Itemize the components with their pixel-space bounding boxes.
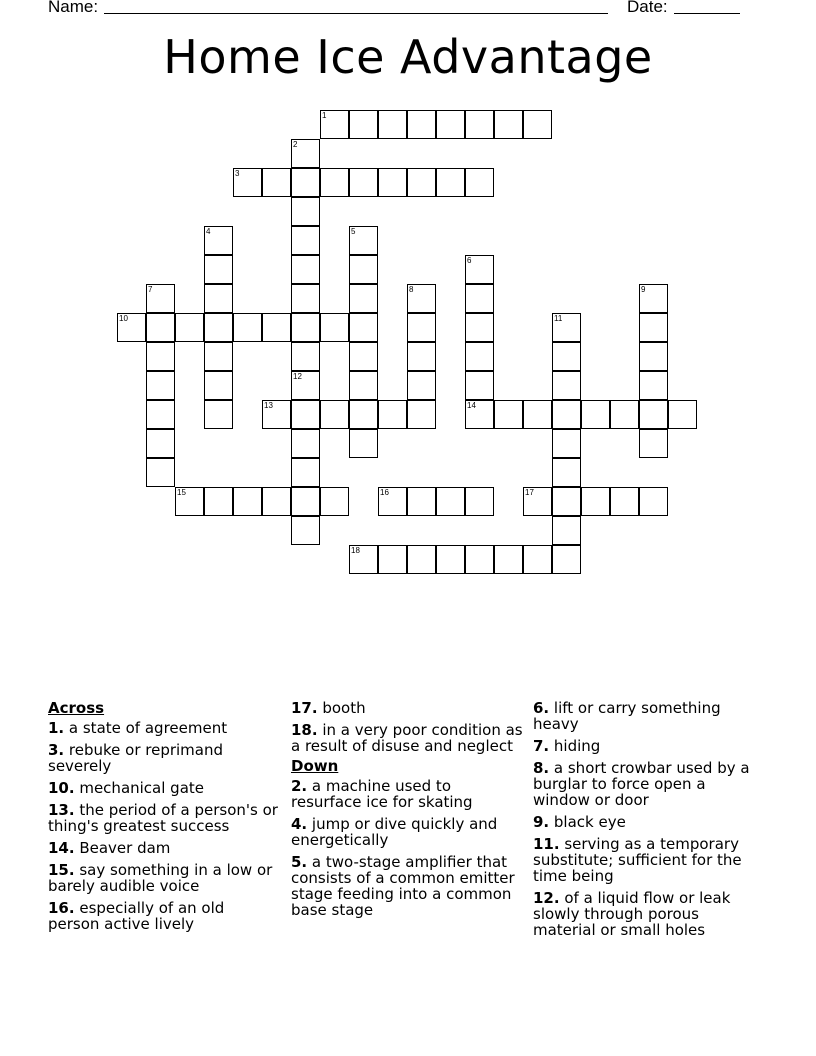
grid-cell[interactable] [146, 429, 175, 458]
name-field[interactable] [104, 13, 608, 14]
clue-item-text: a two-stage amplifier that consists of a common emitter stage feeding into a common base stage [291, 853, 515, 919]
grid-cell[interactable] [291, 371, 320, 400]
grid-cell[interactable] [552, 371, 581, 400]
down-clue-list-continued [533, 700, 765, 938]
clue-item-number: 16. [48, 899, 75, 917]
clue-item [291, 854, 523, 918]
grid-cell[interactable] [407, 284, 436, 313]
clue-item-number: 6. [533, 699, 550, 717]
grid-cell[interactable] [639, 400, 668, 429]
grid-cell[interactable] [349, 284, 378, 313]
grid-cell[interactable] [436, 545, 465, 574]
down-clue-list [291, 778, 523, 918]
grid-cell[interactable] [204, 255, 233, 284]
grid-cell[interactable] [407, 400, 436, 429]
grid-cell[interactable] [523, 400, 552, 429]
grid-cell[interactable] [465, 371, 494, 400]
clue-item-number: 14. [48, 839, 75, 857]
clue-item-number: 12. [533, 889, 560, 907]
clue-number: 14 [467, 401, 476, 410]
grid-cell[interactable] [262, 168, 291, 197]
across-clue-list-continued [291, 700, 523, 754]
clue-item [48, 900, 280, 932]
grid-cell[interactable] [610, 487, 639, 516]
grid-cell[interactable] [204, 226, 233, 255]
clue-item [48, 802, 280, 834]
grid-cell[interactable] [291, 197, 320, 226]
clue-item [533, 836, 765, 884]
date-field[interactable] [674, 13, 740, 14]
grid-cell[interactable] [146, 342, 175, 371]
clue-item-number: 8. [533, 759, 550, 777]
clue-item [533, 814, 765, 830]
grid-cell[interactable] [639, 342, 668, 371]
grid-cell[interactable] [175, 313, 204, 342]
clue-number: 5 [351, 227, 356, 236]
grid-cell[interactable] [407, 168, 436, 197]
grid-cell[interactable] [581, 487, 610, 516]
clue-number: 8 [409, 285, 414, 294]
clue-number: 9 [641, 285, 646, 294]
clue-item [533, 700, 765, 732]
grid-cell[interactable] [465, 284, 494, 313]
grid-cell[interactable] [523, 487, 552, 516]
clue-item-number: 2. [291, 777, 308, 795]
clue-number: 6 [467, 256, 472, 265]
grid-cell[interactable] [639, 429, 668, 458]
grid-cell[interactable] [552, 342, 581, 371]
grid-cell[interactable] [494, 110, 523, 139]
grid-cell[interactable] [465, 487, 494, 516]
clue-item-text: hiding [549, 737, 601, 755]
grid-cell[interactable] [407, 313, 436, 342]
grid-cell[interactable] [494, 545, 523, 574]
grid-cell[interactable] [552, 545, 581, 574]
grid-cell[interactable] [204, 371, 233, 400]
grid-cell[interactable] [465, 342, 494, 371]
header [0, 0, 816, 19]
grid-cell[interactable] [291, 226, 320, 255]
grid-cell[interactable] [204, 284, 233, 313]
clue-item-text: mechanical gate [74, 779, 205, 797]
grid-cell[interactable] [349, 313, 378, 342]
clue-number: 11 [554, 314, 563, 323]
clue-item [48, 862, 280, 894]
clue-item-text: the period of a person's or thing's greatest success [48, 801, 278, 835]
grid-cell[interactable] [523, 110, 552, 139]
clue-item-text: lift or carry something heavy [533, 699, 721, 733]
grid-cell[interactable] [465, 168, 494, 197]
grid-cell[interactable] [349, 168, 378, 197]
clue-number: 18 [351, 546, 360, 555]
grid-cell[interactable] [146, 284, 175, 313]
grid-cell[interactable] [291, 342, 320, 371]
clue-item [533, 760, 765, 808]
grid-cell[interactable] [233, 487, 262, 516]
clue-item [48, 720, 280, 736]
grid-cell[interactable] [465, 400, 494, 429]
grid-cell[interactable] [378, 545, 407, 574]
clue-item-text: say something in a low or barely audible voice [48, 861, 273, 895]
grid-cell[interactable] [349, 342, 378, 371]
clue-item-number: 18. [291, 721, 318, 739]
grid-cell[interactable] [378, 110, 407, 139]
across-clue-list [48, 720, 280, 932]
grid-cell[interactable] [175, 487, 204, 516]
grid-cell[interactable] [436, 487, 465, 516]
grid-cell[interactable] [436, 110, 465, 139]
grid-cell[interactable] [291, 400, 320, 429]
grid-cell[interactable] [465, 110, 494, 139]
clue-item-number: 10. [48, 779, 75, 797]
grid-cell[interactable] [291, 429, 320, 458]
clue-number: 7 [148, 285, 153, 294]
clue-item-text: in a very poor condition as a result of disuse and neglect [291, 721, 523, 755]
grid-cell[interactable] [291, 168, 320, 197]
clue-item-number: 15. [48, 861, 75, 879]
down-heading: Down [291, 757, 339, 775]
date-label: Date: [627, 0, 668, 16]
clue-item [291, 816, 523, 848]
clues-column-2 [291, 700, 523, 924]
grid-cell[interactable] [349, 429, 378, 458]
clue-item-text: especially of an old person active lively [48, 899, 225, 933]
clue-item-number: 1. [48, 719, 65, 737]
clue-item-text: booth [317, 699, 366, 717]
clue-item-text: black eye [549, 813, 626, 831]
clue-number: 12 [293, 372, 302, 381]
grid-cell[interactable] [407, 110, 436, 139]
clue-item-number: 5. [291, 853, 308, 871]
grid-cell[interactable] [146, 400, 175, 429]
clue-number: 16 [380, 488, 389, 497]
grid-cell[interactable] [291, 487, 320, 516]
grid-cell[interactable] [610, 400, 639, 429]
grid-cell[interactable] [639, 371, 668, 400]
clue-item [533, 738, 765, 754]
clue-item-number: 9. [533, 813, 550, 831]
grid-cell[interactable] [117, 313, 146, 342]
grid-cell[interactable] [639, 313, 668, 342]
clue-item-number: 4. [291, 815, 308, 833]
grid-cell[interactable] [291, 139, 320, 168]
grid-cell[interactable] [146, 458, 175, 487]
grid-cell[interactable] [349, 371, 378, 400]
grid-cell[interactable] [349, 545, 378, 574]
grid-cell[interactable] [146, 313, 175, 342]
grid-cell[interactable] [378, 168, 407, 197]
clue-item-text: a state of agreement [64, 719, 228, 737]
grid-cell[interactable] [552, 516, 581, 545]
grid-cell[interactable] [523, 545, 552, 574]
grid-cell[interactable] [552, 487, 581, 516]
grid-cell[interactable] [552, 400, 581, 429]
clue-number: 2 [293, 140, 298, 149]
grid-cell[interactable] [291, 284, 320, 313]
grid-cell[interactable] [465, 313, 494, 342]
clue-item-text: rebuke or reprimand severely [48, 741, 224, 775]
clue-item-number: 17. [291, 699, 318, 717]
grid-cell[interactable] [320, 110, 349, 139]
grid-cell[interactable] [262, 400, 291, 429]
grid-cell[interactable] [291, 313, 320, 342]
clue-item-text: of a liquid flow or leak slowly through porous material or small holes [533, 889, 731, 939]
grid-cell[interactable] [552, 458, 581, 487]
across-heading: Across [48, 699, 105, 717]
grid-cell[interactable] [262, 313, 291, 342]
clue-item [291, 778, 523, 810]
grid-cell[interactable] [378, 487, 407, 516]
clue-item [533, 890, 765, 938]
grid-cell[interactable] [349, 400, 378, 429]
grid-cell[interactable] [204, 487, 233, 516]
clue-item [291, 700, 523, 716]
clue-item-text: Beaver dam [74, 839, 171, 857]
clues-column-3 [533, 700, 765, 944]
name-label: Name: [48, 0, 99, 16]
grid-cell[interactable] [291, 458, 320, 487]
grid-cell[interactable] [146, 371, 175, 400]
grid-cell[interactable] [320, 168, 349, 197]
grid-cell[interactable] [291, 255, 320, 284]
clue-item [48, 742, 280, 774]
grid-cell[interactable] [320, 487, 349, 516]
clue-item [48, 780, 280, 796]
puzzle-title: Home Ice Advantage [163, 30, 653, 84]
grid-cell[interactable] [233, 313, 262, 342]
grid-cell[interactable] [204, 400, 233, 429]
clue-item-number: 3. [48, 741, 65, 759]
grid-cell[interactable] [407, 342, 436, 371]
grid-cell[interactable] [465, 545, 494, 574]
grid-cell[interactable] [639, 284, 668, 313]
clue-number: 1 [322, 111, 327, 120]
clues-column-1 [48, 700, 280, 938]
grid-cell[interactable] [204, 313, 233, 342]
clue-number: 13 [264, 401, 273, 410]
grid-cell[interactable] [465, 255, 494, 284]
grid-cell[interactable] [639, 487, 668, 516]
clue-item-number: 7. [533, 737, 550, 755]
clue-number: 15 [177, 488, 186, 497]
clue-number: 4 [206, 227, 211, 236]
clue-number: 10 [119, 314, 128, 323]
grid-cell[interactable] [291, 516, 320, 545]
clue-item-number: 13. [48, 801, 75, 819]
grid-cell[interactable] [436, 168, 465, 197]
grid-cell[interactable] [349, 226, 378, 255]
clue-item-text: serving as a temporary substitute; sufficient for the time being [533, 835, 742, 885]
grid-cell[interactable] [349, 110, 378, 139]
grid-cell[interactable] [320, 313, 349, 342]
grid-cell[interactable] [349, 255, 378, 284]
clue-item-number: 11. [533, 835, 560, 853]
grid-cell[interactable] [668, 400, 697, 429]
clue-item [291, 722, 523, 754]
grid-cell[interactable] [204, 342, 233, 371]
clue-item-text: a short crowbar used by a burglar to force open a window or door [533, 759, 750, 809]
clue-number: 3 [235, 169, 240, 178]
grid-cell[interactable] [581, 400, 610, 429]
clue-item [48, 840, 280, 856]
clue-item-text: jump or dive quickly and energetically [291, 815, 498, 849]
clue-number: 17 [525, 488, 534, 497]
grid-cell[interactable] [494, 400, 523, 429]
grid-cell[interactable] [378, 400, 407, 429]
grid-cell[interactable] [552, 429, 581, 458]
grid-cell[interactable] [262, 487, 291, 516]
grid-cell[interactable] [407, 545, 436, 574]
grid-cell[interactable] [320, 400, 349, 429]
grid-cell[interactable] [407, 487, 436, 516]
clue-item-text: a machine used to resurface ice for skating [291, 777, 473, 811]
grid-cell[interactable] [552, 313, 581, 342]
grid-cell[interactable] [233, 168, 262, 197]
grid-cell[interactable] [407, 371, 436, 400]
